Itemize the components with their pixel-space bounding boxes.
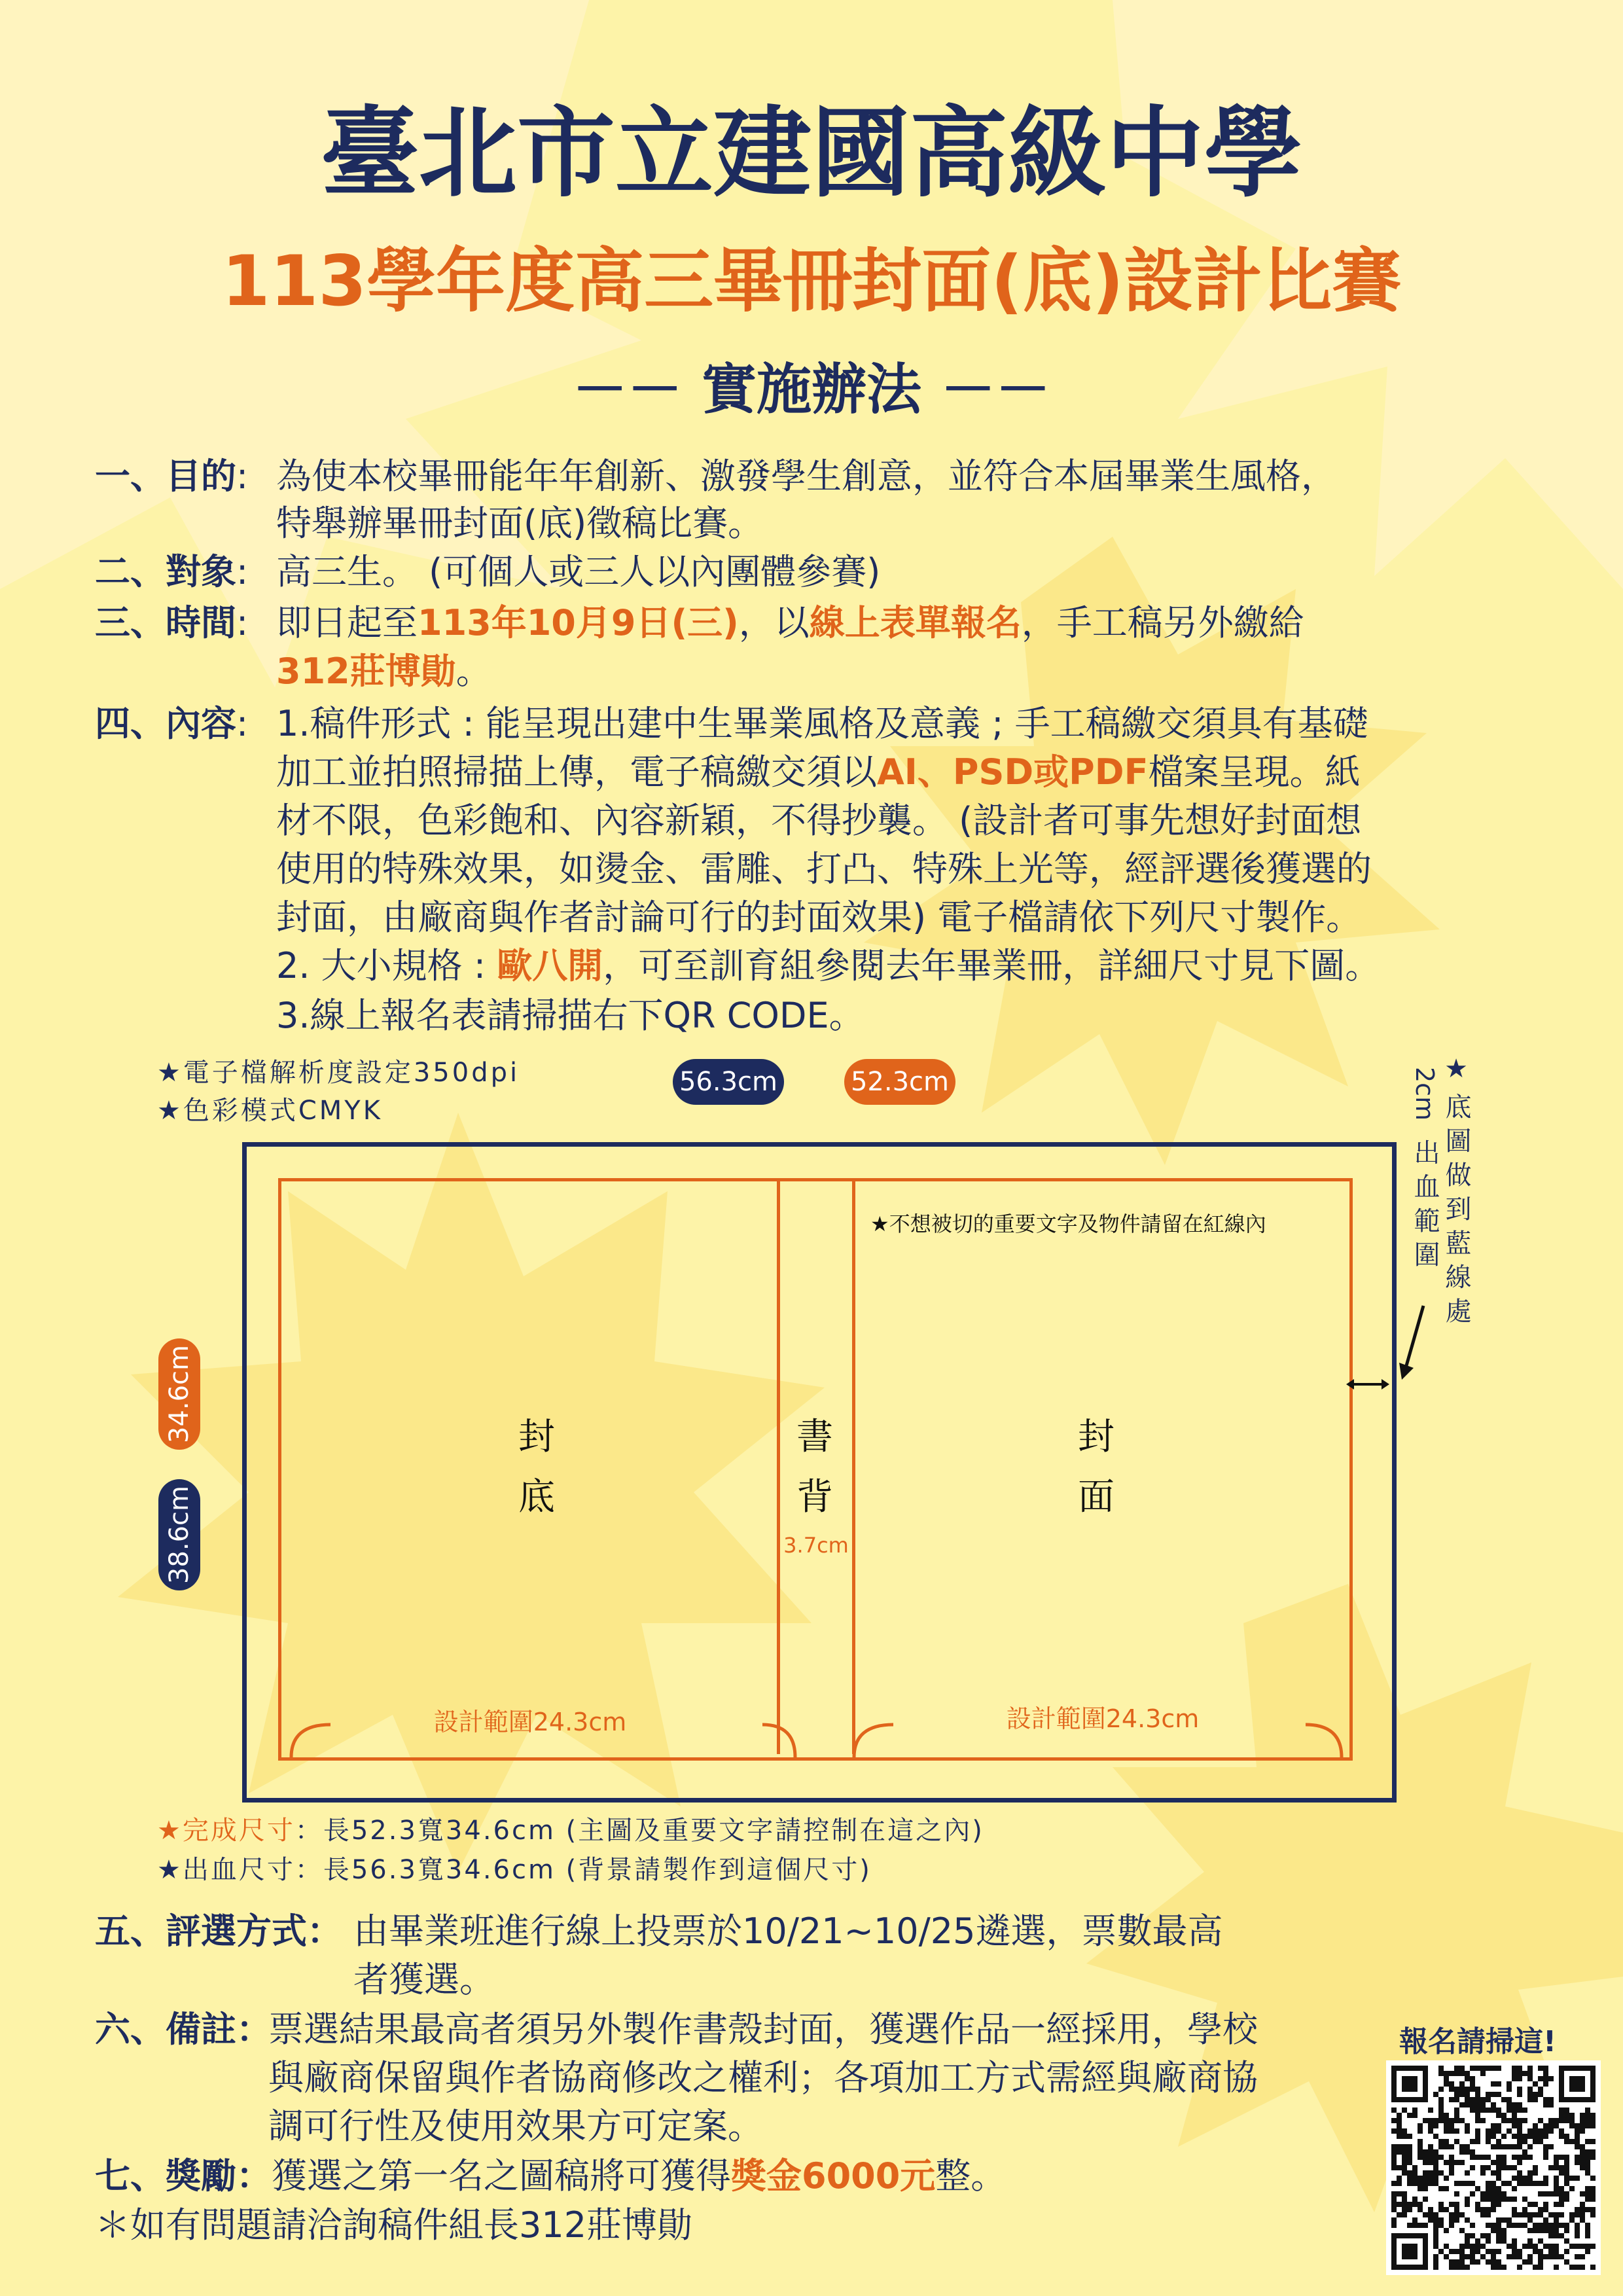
bleed-size-note <box>157 1849 872 1886</box>
target-text: 高三生。 (可個人或三人以內團體參賽) <box>276 551 881 592</box>
evaluation-line1: 由畢業班進行線上投票於10/21~10/25遴選，票數最高 <box>353 1910 1223 1952</box>
section-label: 六、備註 <box>95 2009 236 2050</box>
back-cover-label <box>504 1407 569 1528</box>
section-remarks <box>95 2005 272 2054</box>
time-text: ，以 <box>738 602 810 643</box>
design-range-left: 設計範圍24.3cm <box>433 1708 627 1736</box>
content-text: 加工並拍照掃描上傳，電子稿繳交須以 <box>276 751 877 793</box>
remarks-line1: 票選結果最高者須另外製作書殼封面，獲選作品一經採用，學校 <box>268 2009 1258 2050</box>
side-note-cm: 2cm <box>1410 1067 1439 1121</box>
finished-height-label: 34.6cm <box>164 1344 194 1444</box>
section-label: 二、對象 <box>95 551 236 592</box>
inner-safe-note: ★不想被切的重要文字及物件請留在紅線內 <box>870 1211 1266 1236</box>
section-label: 一、目的 <box>95 456 236 497</box>
time-line1 <box>276 598 1304 648</box>
double-arrow-icon <box>1345 1374 1391 1394</box>
file-format-highlight: AI、PSD或PDF <box>877 751 1149 793</box>
front-cover-char: 面 <box>1078 1476 1115 1518</box>
section-sep: : <box>236 551 249 592</box>
bleed-size-label: ★出血尺寸 <box>157 1855 295 1885</box>
bleed-size-text: ：長56.3寬34.6cm (背景請製作到這個尺寸) <box>294 1855 872 1885</box>
content-text: 檔案呈現。紙 <box>1148 751 1361 793</box>
bleed-height-pill <box>158 1479 200 1590</box>
section-content <box>95 699 248 749</box>
section-time <box>95 598 248 648</box>
section-target <box>95 547 248 597</box>
section-label: 五、評選方式 <box>95 1910 307 1952</box>
qr-code-icon[interactable] <box>1386 2060 1601 2275</box>
event-title: 113學年度高三畢冊封面(底)設計比賽 <box>221 241 1402 321</box>
content-line7: 3.線上報名表請掃描右下QR CODE。 <box>276 995 865 1036</box>
award-text: 獲選之第一名之圖稿將可獲得 <box>272 2155 731 2197</box>
spec-resolution: ★電子檔解析度設定350dpi <box>157 1058 520 1088</box>
purpose-line1: 為使本校畢冊能年年創新、激發學生創意，並符合本屆畢業生風格， <box>276 456 1336 497</box>
side-note-bleed: 出血範圍 <box>1410 1139 1440 1275</box>
section-sep: : <box>236 602 249 643</box>
front-cover-char: 封 <box>1078 1416 1115 1458</box>
paper-size-highlight: 歐八開 <box>497 945 603 986</box>
bleed-width-pill: 56.3cm <box>673 1059 784 1105</box>
purpose-line2: 特舉辦畢冊封面(底)徵稿比賽。 <box>276 503 764 544</box>
section-label: 三、時間 <box>95 602 236 643</box>
content-line6 <box>276 941 1380 991</box>
evaluation-line2: 者獲選。 <box>353 1959 495 2000</box>
section-sep: ： <box>236 2155 272 2197</box>
bleed-height-label: 38.6cm <box>164 1485 194 1585</box>
remarks-line2: 與廠商保留與作者協商修改之權利；各項加工方式需經與廠商協 <box>268 2057 1258 2098</box>
finished-width-pill: 52.3cm <box>844 1059 955 1105</box>
back-cover-char: 底 <box>518 1476 555 1518</box>
spine-label <box>782 1407 847 1528</box>
back-cover-char: 封 <box>518 1416 555 1458</box>
content-line2 <box>276 747 1360 797</box>
school-title: 臺北市立建國高級中學 <box>320 97 1302 211</box>
arrow-icon <box>1394 1302 1433 1381</box>
design-range-right: 設計範圍24.3cm <box>1006 1704 1200 1733</box>
contact-note: ＊如有問題請洽詢稿件組長312莊博勛 <box>95 2204 693 2246</box>
time-text: 即日起至 <box>276 602 418 643</box>
spine-width-label: 3.7cm <box>783 1533 849 1558</box>
content-text: ，可至訓育組參閱去年畢業冊，詳細尺寸見下圖。 <box>603 945 1381 986</box>
spine-char: 背 <box>796 1476 833 1518</box>
contact-highlight: 312莊博勛 <box>276 651 456 692</box>
side-note-star: ★ <box>1444 1054 1468 1084</box>
section-purpose <box>95 452 248 501</box>
section-evaluation <box>95 1907 342 1956</box>
subtitle: －－ 實施辦法 －－ <box>572 357 1051 422</box>
award-text: 整。 <box>935 2155 1007 2197</box>
prize-highlight: 獎金6000元 <box>731 2155 936 2197</box>
side-note-instruction: 底圖做到藍線處 <box>1441 1093 1471 1331</box>
section-sep: : <box>236 703 249 744</box>
section-sep: ： <box>307 1910 342 1952</box>
online-form-highlight: 線上表單報名 <box>809 602 1022 643</box>
spec-color-mode: ★色彩模式CMYK <box>157 1096 383 1126</box>
time-text: ，手工稿另外繳給 <box>1021 602 1304 643</box>
section-sep: ： <box>236 2009 272 2050</box>
front-cover-label <box>1063 1407 1129 1528</box>
time-text: 。 <box>455 651 491 692</box>
remarks-line3: 調可行性及使用效果方可定案。 <box>268 2106 763 2147</box>
finished-height-pill <box>158 1338 200 1450</box>
section-label: 七、獎勵 <box>95 2155 236 2197</box>
finished-size-text: ：長52.3寬34.6cm (主圖及重要文字請控制在這之內) <box>294 1816 984 1846</box>
content-line4: 使用的特殊效果，如燙金、雷雕、打凸、特殊上光等，經評選後獲選的 <box>276 848 1372 889</box>
section-award <box>95 2151 1006 2201</box>
content-line3: 材不限，色彩飽和、內容新穎，不得抄襲。 (設計者可事先想好封面想 <box>276 800 1362 841</box>
content-text: 2. 大小規格 : <box>276 945 497 986</box>
content-line1: 1.稿件形式 : 能呈現出建中生畢業風格及意義 ; 手工稿繳交須具有基礎 <box>276 703 1368 744</box>
deadline-date: 113年10月9日(三) <box>418 602 739 643</box>
section-label: 四、內容 <box>95 703 236 744</box>
qr-caption: 報名請掃這! <box>1399 2025 1557 2058</box>
content-line5: 封面，由廠商與作者討論可行的封面效果) 電子檔請依下列尺寸製作。 <box>276 897 1362 938</box>
finished-size-label: ★完成尺寸 <box>157 1816 295 1846</box>
finished-size-note <box>157 1810 984 1847</box>
section-sep: : <box>236 456 249 497</box>
time-line2 <box>276 647 491 696</box>
spine-char: 書 <box>796 1416 833 1458</box>
